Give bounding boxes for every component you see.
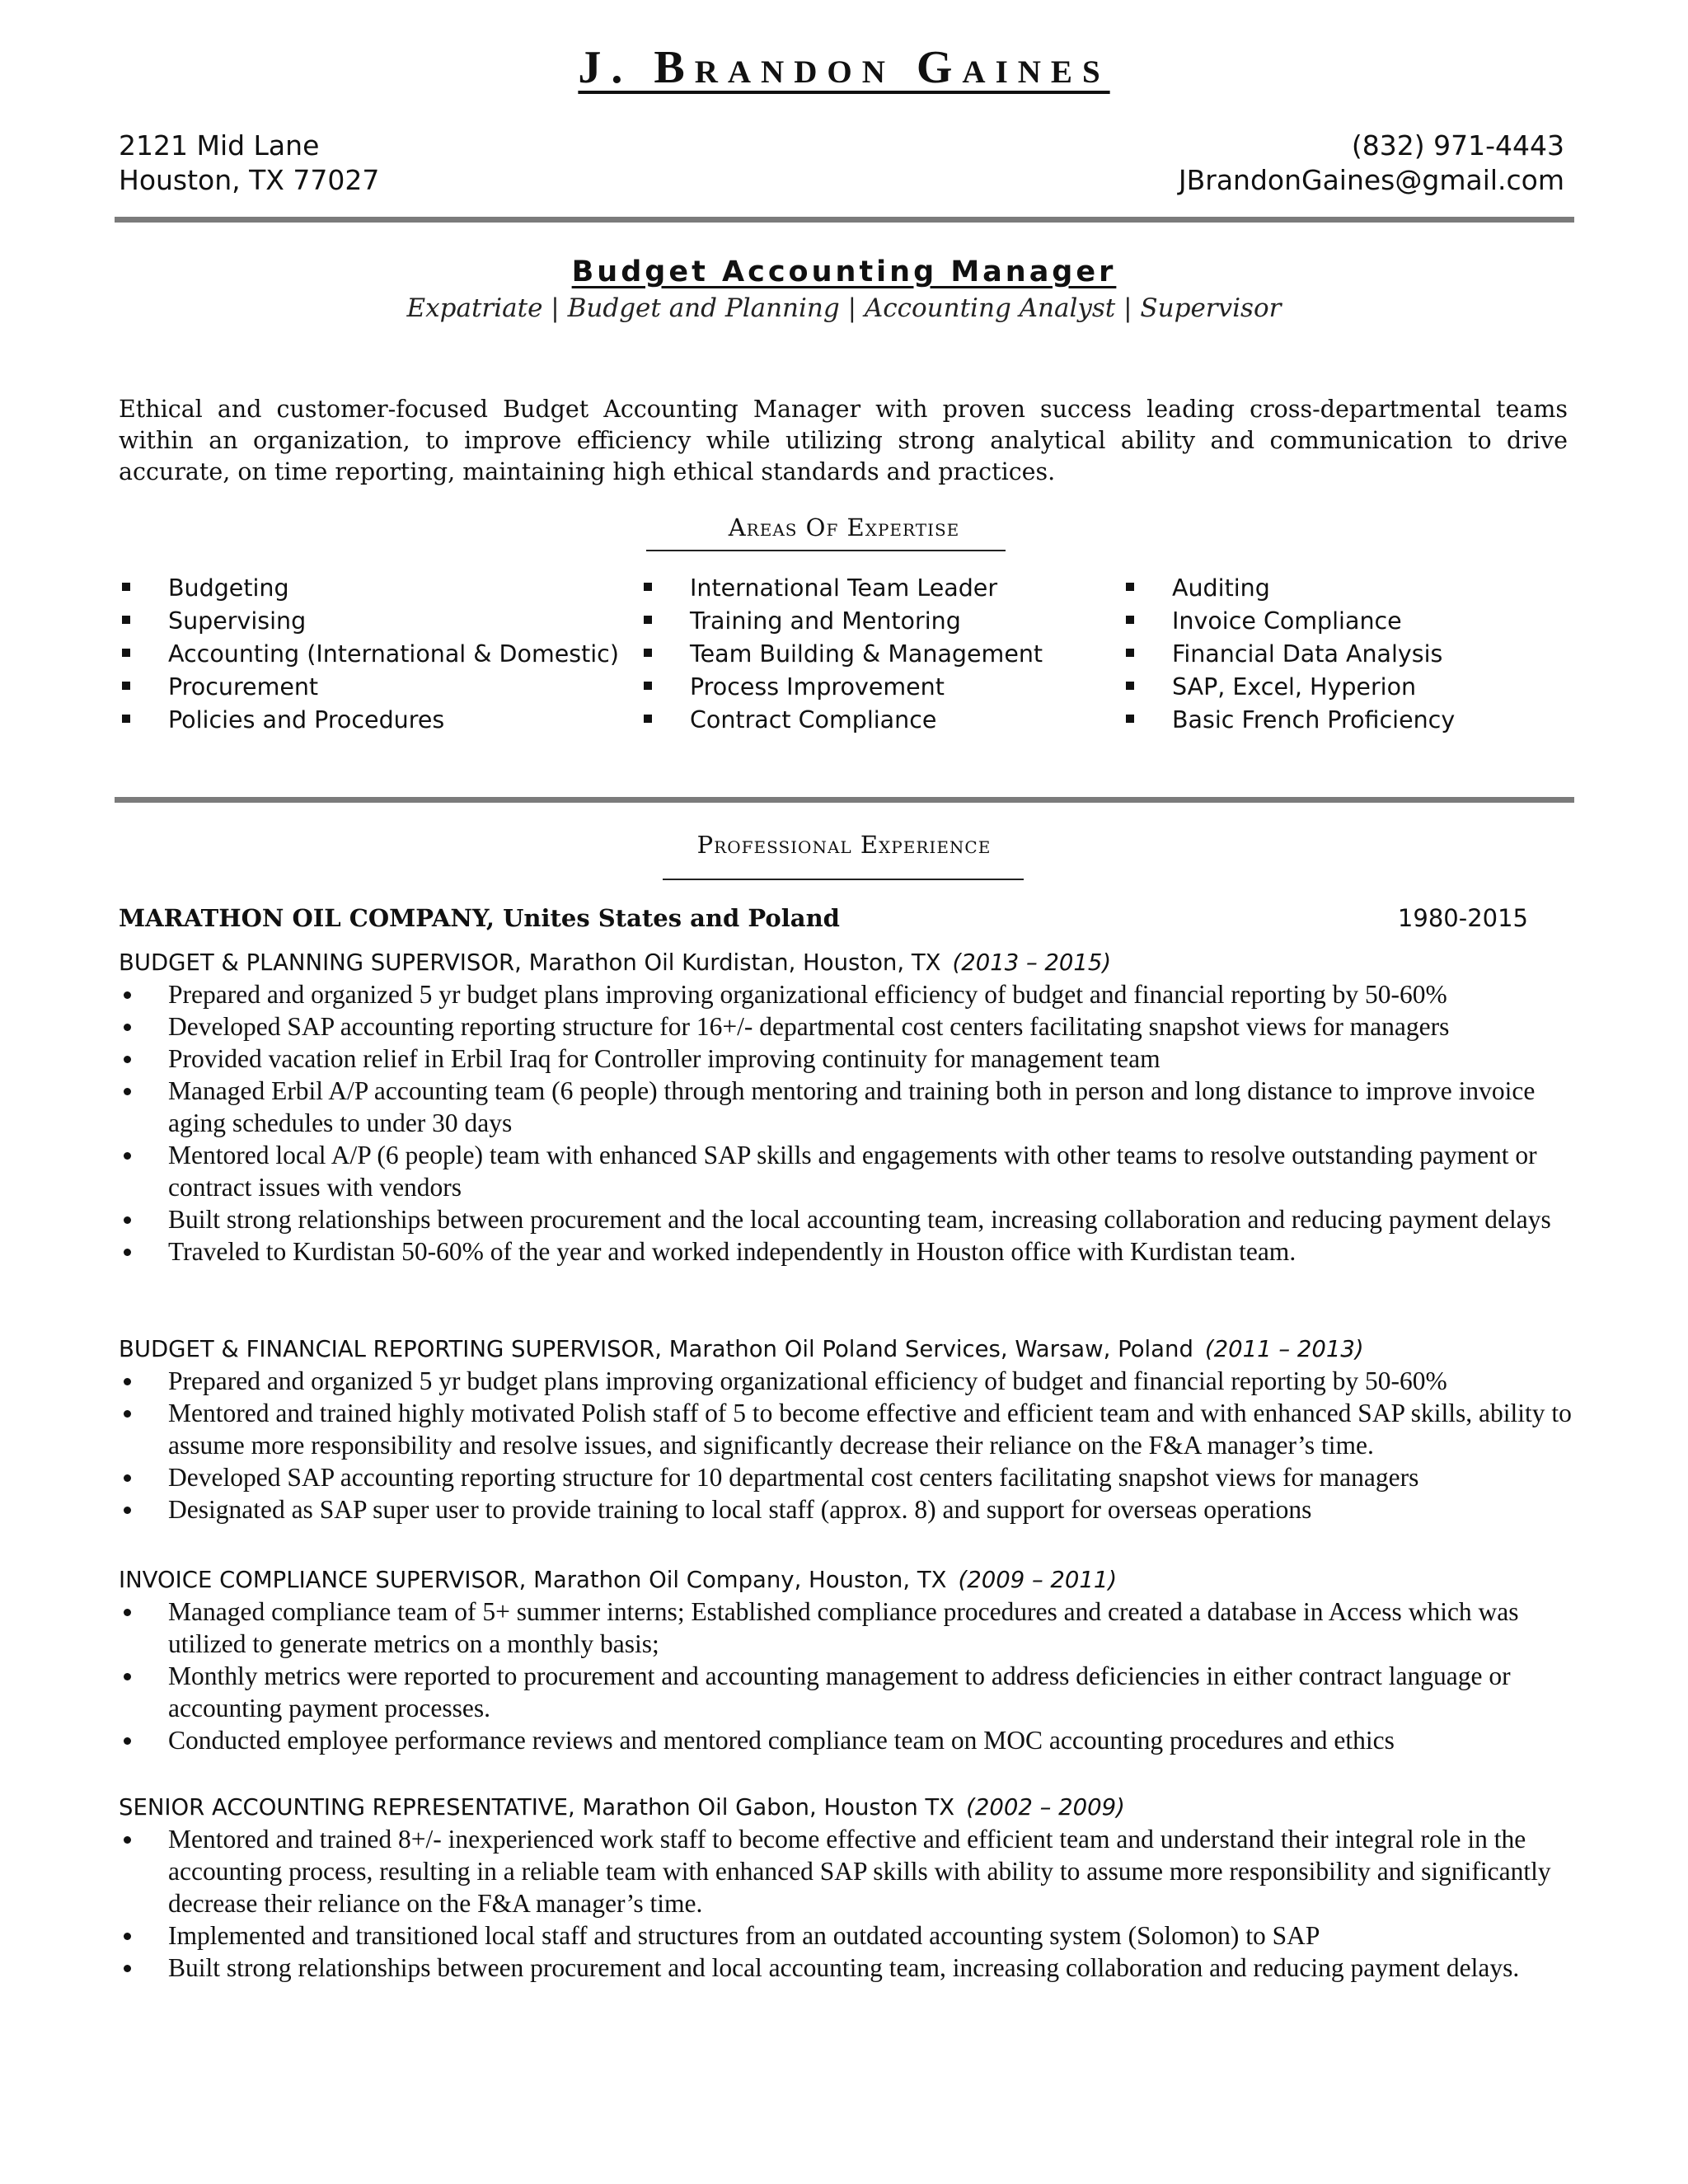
expertise-column-3	[1123, 572, 1455, 737]
skill-item: Contract Compliance	[640, 704, 1043, 737]
job-title-text: INVOICE COMPLIANCE SUPERVISOR, Marathon Oil Company, Houston, TX	[119, 1567, 947, 1593]
job-bullet: Mentored local A/P (6 people) team with enhanced SAP skills and engagements with other teams to resolve outstanding payment or contract issues with vendors	[119, 1139, 1574, 1203]
skill-item: Accounting (International & Domestic)	[119, 638, 619, 671]
job-entry	[119, 1564, 1574, 1756]
skill-item: Auditing	[1123, 572, 1455, 605]
job-title	[119, 947, 1574, 978]
candidate-name	[0, 41, 1688, 94]
expertise-column-1	[119, 572, 619, 737]
job-bullet: Prepared and organized 5 yr budget plans improving organizational efficiency of budget and financial reporting by 50-60%	[119, 1365, 1574, 1397]
job-entry	[119, 1792, 1574, 1984]
headline-title	[0, 255, 1688, 288]
job-bullet: Developed SAP accounting reporting structure for 16+/- departmental cost centers facilitating snapshot views for managers	[119, 1010, 1574, 1043]
headline-title-text: Budget Accounting Manager	[571, 255, 1117, 288]
skill-item: Team Building & Management	[640, 638, 1043, 671]
experience-heading-underline	[663, 879, 1024, 880]
skill-item: SAP, Excel, Hyperion	[1123, 671, 1455, 704]
job-entry	[119, 947, 1574, 1268]
skill-item: International Team Leader	[640, 572, 1043, 605]
skill-item: Financial Data Analysis	[1123, 638, 1455, 671]
skill-item: Supervising	[119, 605, 619, 638]
job-title	[119, 1333, 1574, 1365]
skill-item: Policies and Procedures	[119, 704, 619, 737]
contact-phone-email	[1179, 129, 1564, 198]
job-bullet: Built strong relationships between procurement and the local accounting team, increasing collaboration and reducing payment delays	[119, 1203, 1574, 1235]
job-dates: (2009 – 2011)	[958, 1567, 1118, 1593]
job-bullet: Managed compliance team of 5+ summer interns; Established compliance procedures and created a database in Access which was utilized to generate metrics on a monthly basis;	[119, 1596, 1574, 1660]
expertise-column-2	[640, 572, 1043, 737]
skill-item: Basic French Proficiency	[1123, 704, 1455, 737]
candidate-name-text: J. Brandon Gaines	[578, 42, 1110, 93]
expertise-heading: Areas Of Expertise	[728, 513, 960, 541]
skill-item: Training and Mentoring	[640, 605, 1043, 638]
address-line-1: 2121 Mid Lane	[119, 129, 320, 162]
header-divider	[115, 217, 1574, 223]
phone-number: (832) 971-4443	[1351, 129, 1564, 162]
email-address[interactable]: JBrandonGaines@gmail.com	[1178, 164, 1564, 196]
company-name: MARATHON OIL COMPANY, Unites States and Poland	[119, 904, 840, 932]
job-bullet: Designated as SAP super user to provide training to local staff (approx. 8) and support for overseas operations	[119, 1493, 1574, 1526]
job-bullet: Monthly metrics were reported to procurement and accounting management to address deficiencies in either contract language or accounting payment processes.	[119, 1660, 1574, 1724]
job-bullet: Implemented and transitioned local staff and structures from an outdated accounting system (Solomon) to SAP	[119, 1919, 1574, 1952]
job-title-text: BUDGET & FINANCIAL REPORTING SUPERVISOR, Marathon Oil Poland Services, Warsaw, Poland	[119, 1336, 1193, 1362]
skill-item: Invoice Compliance	[1123, 605, 1455, 638]
job-entry	[119, 1333, 1574, 1526]
job-title	[119, 1792, 1574, 1823]
section-divider	[115, 797, 1574, 803]
job-bullet: Managed Erbil A/P accounting team (6 people) through mentoring and training both in person and long distance to improve invoice aging schedules to under 30 days	[119, 1075, 1574, 1139]
skill-item: Process Improvement	[640, 671, 1043, 704]
job-bullet: Mentored and trained 8+/- inexperienced work staff to become effective and efficient team and understand their integral role in the accounting process, resulting in a reliable team with enhanced SAP skills with ability to assume more responsibility and significantly decrease their reliance on the F&A manager’s time.	[119, 1823, 1574, 1919]
job-bullet: Prepared and organized 5 yr budget plans improving organizational efficiency of budget and financial reporting by 50-60%	[119, 978, 1574, 1010]
skill-item: Procurement	[119, 671, 619, 704]
job-bullet: Built strong relationships between procurement and local accounting team, increasing collaboration and reducing payment delays.	[119, 1952, 1574, 1984]
job-title	[119, 1564, 1574, 1596]
skill-item: Budgeting	[119, 572, 619, 605]
job-title-text: SENIOR ACCOUNTING REPRESENTATIVE, Marathon Oil Gabon, Houston TX	[119, 1794, 955, 1821]
job-dates: (2013 – 2015)	[952, 949, 1112, 976]
professional-summary: Ethical and customer-focused Budget Accounting Manager with proven success leading cross-departmental teams within an organization, to improve efficiency while utilizing strong analytical ability and communication to drive accurate, on time reporting, maintaining high ethical standards and practices.	[119, 396, 1568, 485]
job-bullet: Conducted employee performance reviews and mentored compliance team on MOC accounting procedures and ethics	[119, 1724, 1574, 1756]
job-bullet: Traveled to Kurdistan 50-60% of the year and worked independently in Houston office with Kurdistan team.	[119, 1235, 1574, 1268]
headline-subtitle: Expatriate | Budget and Planning | Accounting Analyst | Supervisor	[406, 293, 1282, 323]
company-years: 1980-2015	[1397, 904, 1528, 932]
job-dates: (2002 – 2009)	[966, 1794, 1125, 1821]
address-line-2: Houston, TX 77027	[119, 164, 380, 196]
job-title-text: BUDGET & PLANNING SUPERVISOR, Marathon Oil Kurdistan, Houston, TX	[119, 949, 941, 976]
job-bullet: Developed SAP accounting reporting structure for 10 departmental cost centers facilitating snapshot views for managers	[119, 1461, 1574, 1493]
job-bullet: Mentored and trained highly motivated Polish staff of 5 to become effective and efficient team and with enhanced SAP skills, ability to assume more responsibility and resolve issues, and significantly decrease their reliance on the F&A manager’s time.	[119, 1397, 1574, 1461]
job-bullet: Provided vacation relief in Erbil Iraq for Controller improving continuity for management team	[119, 1043, 1574, 1075]
expertise-heading-underline	[646, 550, 1006, 551]
job-dates: (2011 – 2013)	[1204, 1336, 1364, 1362]
experience-heading: Professional Experience	[696, 831, 992, 859]
contact-address	[119, 129, 379, 198]
